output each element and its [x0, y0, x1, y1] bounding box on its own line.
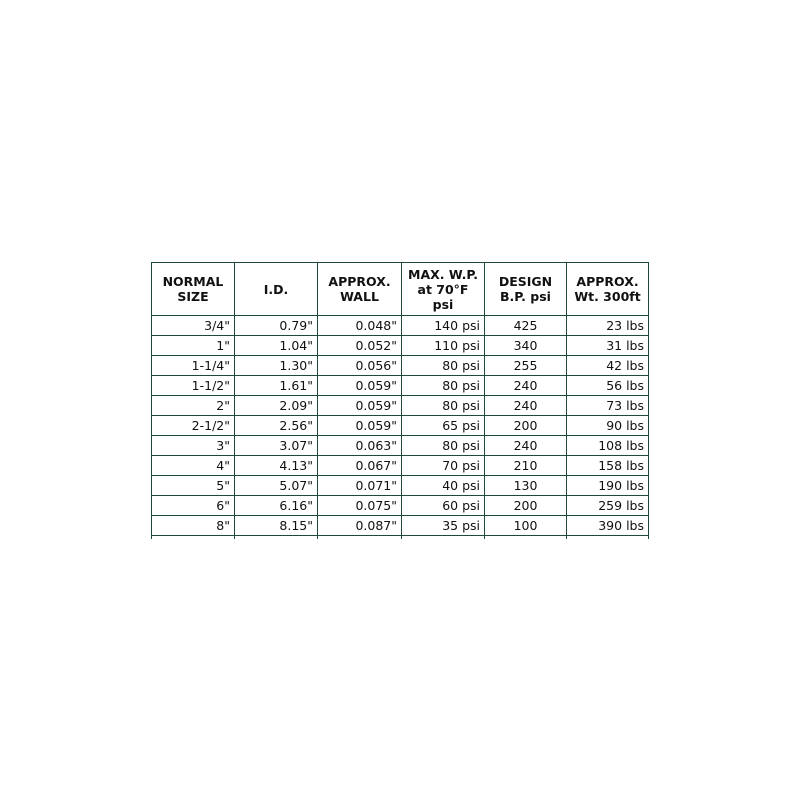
- cell-max-wp: 60 psi: [402, 496, 485, 516]
- cell-max-wp: 70 psi: [402, 456, 485, 476]
- cell-approx-weight: 73 lbs: [567, 396, 649, 416]
- cell-normal-size: 1-1/4": [152, 356, 235, 376]
- cell-partial: [485, 536, 567, 540]
- cell-normal-size: 2": [152, 396, 235, 416]
- header-normal-size: NORMAL SIZE: [152, 263, 235, 316]
- cell-approx-wall: 0.063": [318, 436, 402, 456]
- table-row: [152, 416, 649, 436]
- cell-normal-size: 4": [152, 456, 235, 476]
- cell-max-wp: 140 psi: [402, 316, 485, 336]
- cell-approx-wall: 0.067": [318, 456, 402, 476]
- cell-id: 0.79": [235, 316, 318, 336]
- cell-approx-weight: 108 lbs: [567, 436, 649, 456]
- cell-id: 1.30": [235, 356, 318, 376]
- table-row: [152, 456, 649, 476]
- cell-approx-weight: 42 lbs: [567, 356, 649, 376]
- table-body: [152, 316, 649, 540]
- cell-id: 2.09": [235, 396, 318, 416]
- table-row: [152, 356, 649, 376]
- cell-id: 2.56": [235, 416, 318, 436]
- cell-id: 3.07": [235, 436, 318, 456]
- cell-design-bp: 240: [485, 436, 567, 456]
- cell-approx-wall: 0.059": [318, 416, 402, 436]
- cell-max-wp: 80 psi: [402, 376, 485, 396]
- cell-partial: [235, 536, 318, 540]
- cell-normal-size: 5": [152, 476, 235, 496]
- cell-normal-size: 6": [152, 496, 235, 516]
- cell-design-bp: 255: [485, 356, 567, 376]
- cell-design-bp: 240: [485, 396, 567, 416]
- cell-approx-weight: 259 lbs: [567, 496, 649, 516]
- cell-design-bp: 200: [485, 416, 567, 436]
- cell-approx-wall: 0.087": [318, 516, 402, 536]
- header-id: I.D.: [235, 263, 318, 316]
- cell-max-wp: 80 psi: [402, 356, 485, 376]
- cell-design-bp: 200: [485, 496, 567, 516]
- header-approx-wall: APPROX. WALL: [318, 263, 402, 316]
- cell-partial: [152, 536, 235, 540]
- pipe-spec-table: [151, 262, 649, 539]
- table-row: [152, 496, 649, 516]
- cell-approx-wall: 0.059": [318, 396, 402, 416]
- cell-id: 1.61": [235, 376, 318, 396]
- cell-approx-wall: 0.059": [318, 376, 402, 396]
- cell-normal-size: 1": [152, 336, 235, 356]
- cell-design-bp: 130: [485, 476, 567, 496]
- cell-approx-wall: 0.071": [318, 476, 402, 496]
- cell-approx-weight: 190 lbs: [567, 476, 649, 496]
- cell-approx-wall: 0.075": [318, 496, 402, 516]
- cell-approx-wall: 0.048": [318, 316, 402, 336]
- table-header: [152, 263, 649, 316]
- cell-normal-size: 3": [152, 436, 235, 456]
- cell-id: 5.07": [235, 476, 318, 496]
- cell-approx-weight: 90 lbs: [567, 416, 649, 436]
- cell-approx-wall: 0.052": [318, 336, 402, 356]
- cell-partial: [567, 536, 649, 540]
- cell-max-wp: 40 psi: [402, 476, 485, 496]
- cell-max-wp: 35 psi: [402, 516, 485, 536]
- cell-design-bp: 340: [485, 336, 567, 356]
- header-max-wp: MAX. W.P. at 70°F psi: [402, 263, 485, 316]
- cell-normal-size: 2-1/2": [152, 416, 235, 436]
- cell-partial: [402, 536, 485, 540]
- header-approx-weight: APPROX. Wt. 300ft: [567, 263, 649, 316]
- cell-approx-weight: 56 lbs: [567, 376, 649, 396]
- cell-design-bp: 210: [485, 456, 567, 476]
- cell-normal-size: 8": [152, 516, 235, 536]
- cell-normal-size: 1-1/2": [152, 376, 235, 396]
- cell-partial: [318, 536, 402, 540]
- table-row: [152, 316, 649, 336]
- table-row: [152, 516, 649, 536]
- cell-approx-weight: 390 lbs: [567, 516, 649, 536]
- cell-approx-wall: 0.056": [318, 356, 402, 376]
- table-row-partial: [152, 536, 649, 540]
- cell-id: 4.13": [235, 456, 318, 476]
- header-design-bp: DESIGN B.P. psi: [485, 263, 567, 316]
- cell-id: 1.04": [235, 336, 318, 356]
- cell-max-wp: 80 psi: [402, 436, 485, 456]
- table-row: [152, 376, 649, 396]
- cell-id: 6.16": [235, 496, 318, 516]
- cell-design-bp: 240: [485, 376, 567, 396]
- cell-approx-weight: 158 lbs: [567, 456, 649, 476]
- table-row: [152, 336, 649, 356]
- cell-approx-weight: 23 lbs: [567, 316, 649, 336]
- cell-design-bp: 425: [485, 316, 567, 336]
- header-row: [152, 263, 649, 316]
- table-row: [152, 436, 649, 456]
- table-row: [152, 476, 649, 496]
- cell-id: 8.15": [235, 516, 318, 536]
- cell-max-wp: 110 psi: [402, 336, 485, 356]
- cell-approx-weight: 31 lbs: [567, 336, 649, 356]
- cell-design-bp: 100: [485, 516, 567, 536]
- cell-max-wp: 80 psi: [402, 396, 485, 416]
- cell-max-wp: 65 psi: [402, 416, 485, 436]
- cell-normal-size: 3/4": [152, 316, 235, 336]
- table-row: [152, 396, 649, 416]
